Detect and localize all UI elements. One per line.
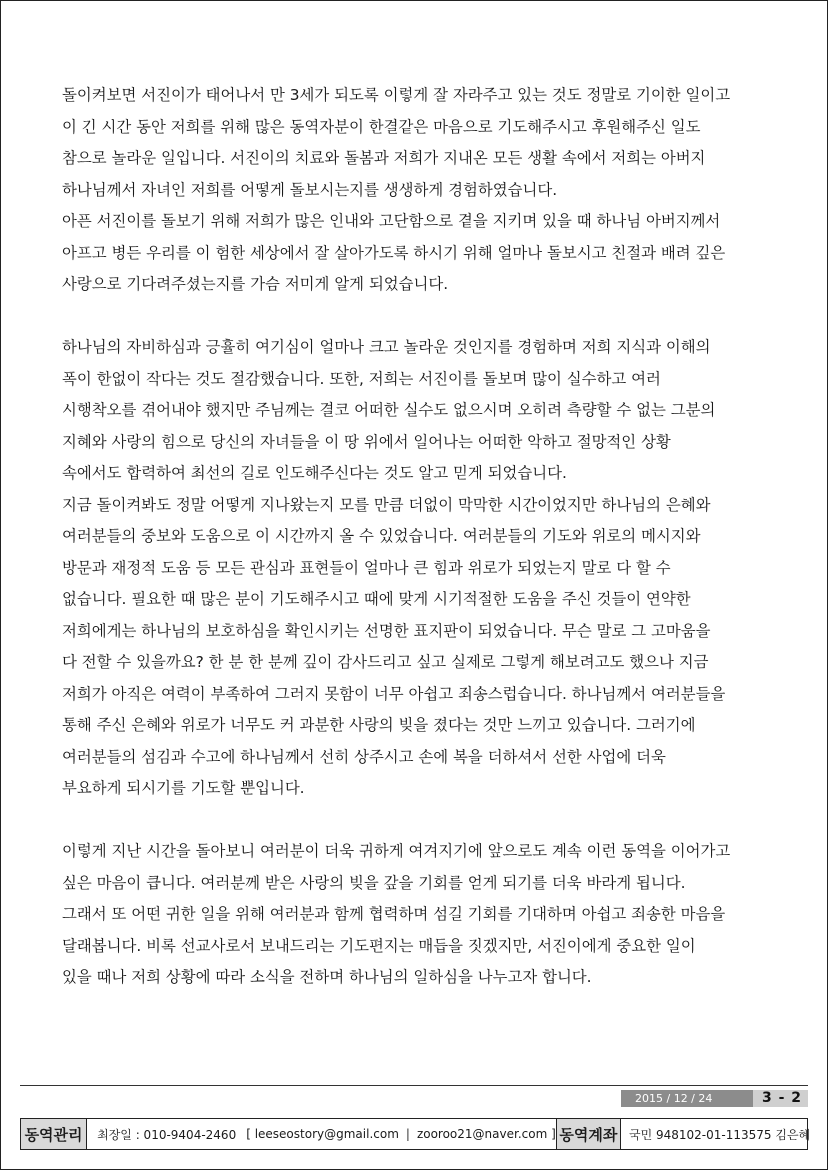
paragraph-1 [62, 80, 774, 301]
text-line: 달래봅니다. 비록 선교사로서 보내드리는 기도편지는 매듭을 짓겠지만, 서진이에게 중요한 일이 [62, 936, 696, 955]
text-line: 사랑으로 기다려주셨는지를 가슴 저미게 알게 되었습니다. [62, 275, 449, 293]
separator: | [405, 1127, 410, 1141]
text-line: 싶은 마음이 큽니다. 여러분께 받은 사랑의 빚을 갚을 기회를 얻게 되기를 더욱 바라게 됩니다. [62, 873, 686, 892]
paragraph-3 [62, 836, 774, 994]
text-line: 방문과 재정적 도움 등 모든 관심과 표현들이 얼마나 큰 힘과 위로가 되었는지 말로 다 할 수 [62, 558, 671, 577]
text-line: 여러분들의 중보와 도움으로 이 시간까지 올 수 있었습니다. 여러분들의 기도와 위로의 메시지와 [62, 527, 701, 545]
text-line: 그래서 또 어떤 귀한 일을 위해 여러분과 함께 협력하며 섬길 기회를 기대하며 아쉽고 죄송한 마음을 [62, 905, 726, 923]
text-line: 이렇게 지난 시간을 돌아보니 여러분이 더욱 귀하게 여겨지기에 앞으로도 계속 이런 동역을 이어가고 [62, 842, 731, 860]
footer-info-bar [20, 1118, 811, 1150]
contact-phone: 최장일 : 010-9404-2460 [97, 1127, 237, 1142]
text-line: 저희에게는 하나님의 보호하심을 확인시키는 선명한 표지판이 되었습니다. 무슨 말로 그 고마움을 [62, 621, 711, 640]
text-line: 시행착오를 겪어내야 했지만 주님께는 결코 어떠한 실수도 없으시며 오히려 측량할 수 없는 그분의 [62, 401, 716, 419]
bank-account: 국민 948102-01-113575 김은혜 [629, 1127, 811, 1142]
page-number: 3 - 2 [753, 1090, 808, 1107]
text-line: 속에서도 합력하여 최선의 길로 인도해주신다는 것도 알고 믿게 되었습니다. [62, 464, 567, 482]
paragraph-2 [62, 332, 774, 805]
partner-account-label: 동역계좌 [556, 1119, 621, 1149]
text-line: 여러분들의 섬김과 수고에 하나님께서 선히 상주시고 손에 복을 더하셔서 선한 사업에 더욱 [62, 747, 666, 766]
text-line: 아프고 병든 우리를 이 험한 세상에서 잘 살아가도록 하시기 위해 얼마나 돌보시고 친절과 배려 깊은 [62, 243, 726, 262]
paragraph-gap [62, 805, 774, 837]
letter-body [62, 80, 774, 994]
contact-email-secondary[interactable]: zooroo21@naver.com ] [416, 1127, 556, 1141]
text-line: 부요하게 되시기를 기도할 뿐입니다. [62, 779, 305, 797]
text-line: 돌이켜보면 서진이가 태어나서 만 3세가 되도록 이렇게 잘 자라주고 있는 것도 정말로 기이한 일이고 [62, 86, 731, 104]
text-line: 없습니다. 필요한 때 많은 분이 기도해주시고 때에 맞게 시기적절한 도움을 주신 것들이 연약한 [62, 590, 691, 608]
text-line: 참으로 놀라운 일입니다. 서진이의 치료와 돌봄과 저희가 지내온 모든 생활 속에서 저희는 아버지 [62, 149, 706, 167]
footer-divider [20, 1085, 808, 1086]
date-page-bar [621, 1090, 808, 1107]
contact-info [87, 1119, 556, 1149]
text-line: 있을 때나 저희 상황에 따라 소식을 전하며 하나님의 일하심을 나누고자 합니다. [62, 968, 592, 986]
text-line: 지금 돌이켜봐도 정말 어떻게 지나왔는지 모를 만큼 더없이 막막한 시간이었지만 하나님의 은혜와 [62, 495, 711, 514]
paragraph-gap [62, 301, 774, 333]
text-line: 아픈 서진이를 돌보기 위해 저희가 많은 인내와 고단함으로 곁을 지키며 있을 때 하나님 아버지께서 [62, 212, 721, 230]
text-line: 폭이 한없이 작다는 것도 절감했습니다. 또한, 저희는 서진이를 돌보며 많이 실수하고 여러 [62, 369, 661, 388]
text-line: 통해 주신 은혜와 위로가 너무도 커 과분한 사랑의 빚을 졌다는 것만 느끼고 있습니다. 그러기에 [62, 716, 696, 734]
letter-date: 2015 / 12 / 24 [621, 1090, 753, 1107]
text-line: 지혜와 사랑의 힘으로 당신의 자녀들을 이 땅 위에서 일어나는 어떠한 악하고 절망적인 상황 [62, 432, 671, 451]
contact-email-primary[interactable]: [ leeseostory@gmail.com [246, 1127, 399, 1141]
text-line: 하나님의 자비하심과 긍휼히 여기심이 얼마나 크고 놀라운 것인지를 경험하며 저희 지식과 이해의 [62, 338, 711, 356]
partner-management-label: 동역관리 [21, 1119, 87, 1149]
text-line: 하나님께서 자녀인 저희를 어떻게 돌보시는지를 생생하게 경험하였습니다. [62, 180, 558, 199]
text-line: 다 전할 수 있을까요? 한 분 한 분께 깊이 감사드리고 싶고 실제로 그렇게 해보려고도 했으나 지금 [62, 653, 709, 671]
text-line: 이 긴 시간 동안 저희를 위해 많은 동역자분이 한결같은 마음으로 기도해주시고 후원해주신 일도 [62, 117, 701, 136]
text-line: 저희가 아직은 여력이 부족하여 그러지 못함이 너무 아쉽고 죄송스럽습니다. 하나님께서 여러분들을 [62, 684, 726, 703]
